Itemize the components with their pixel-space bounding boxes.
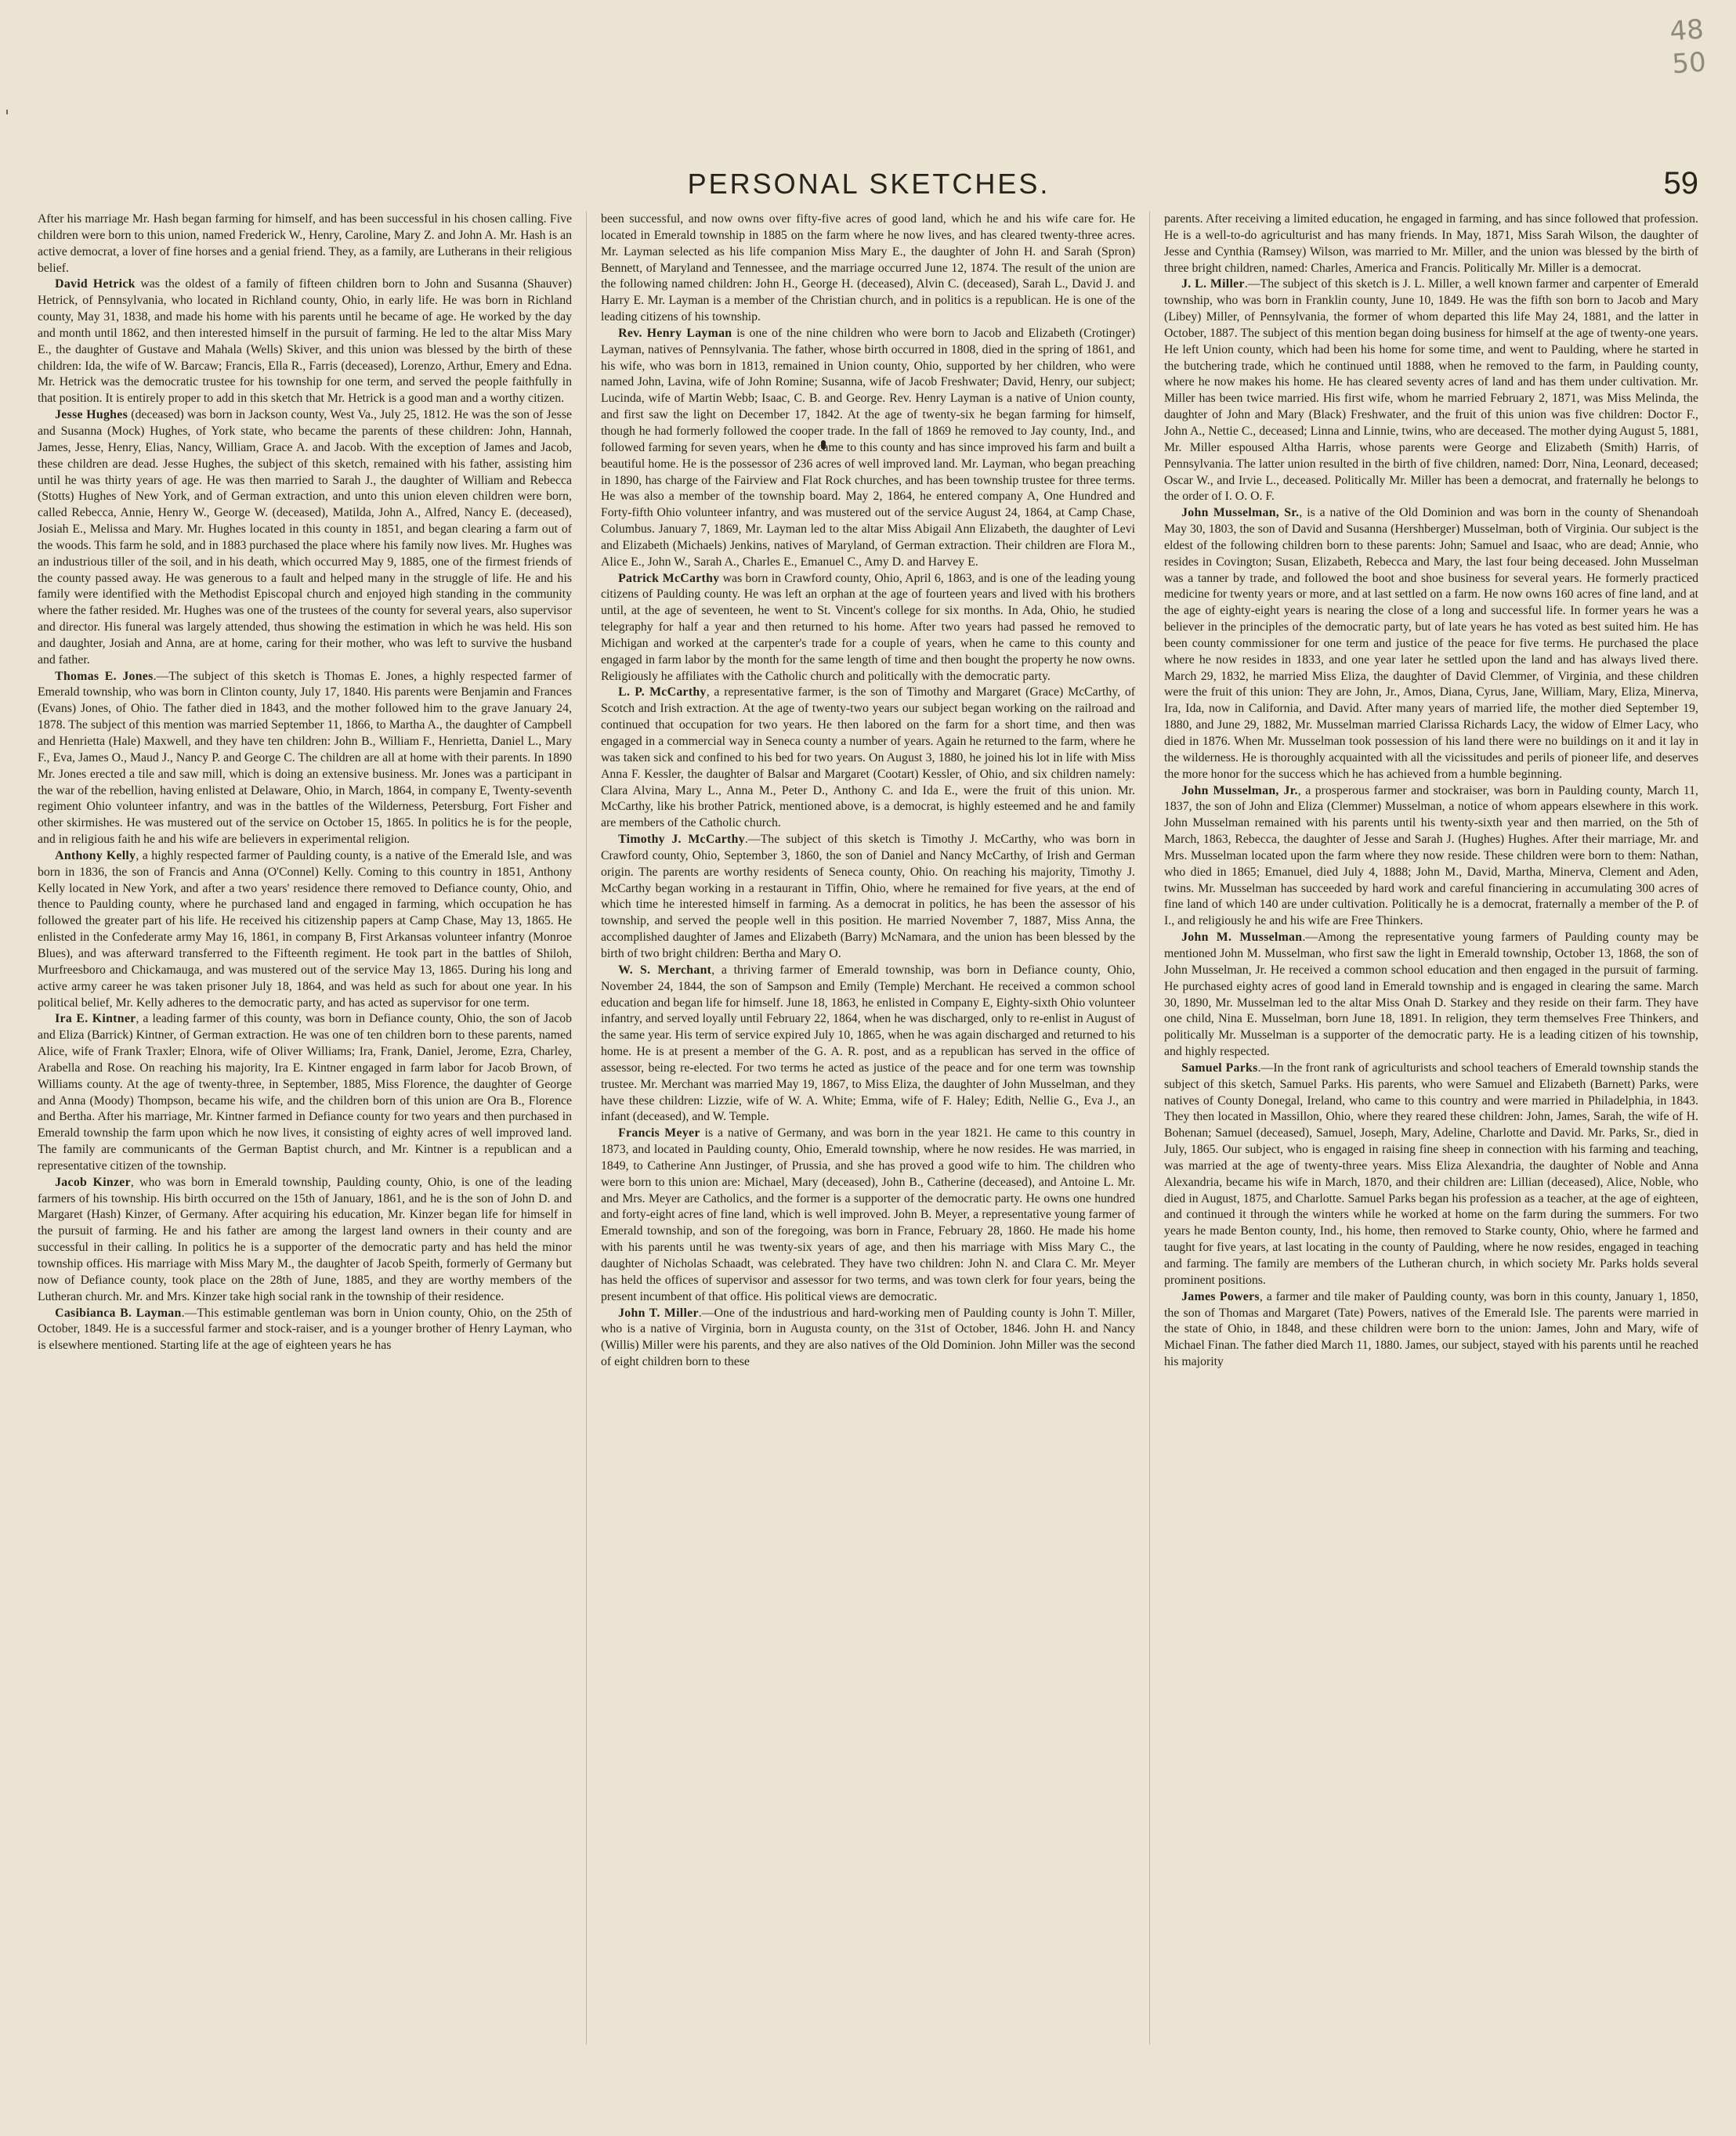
sketch-text: .—This estimable gentleman was born in Union county, Ohio, on the 25th of October, 1849. He is a successful farmer and stock-raiser, and is a younger brother of Henry Layman, who is elsewhere mentioned. Starting life at the age of eighteen years he has [38, 1306, 572, 1353]
sketch-subject-name: Samuel Parks [1181, 1061, 1258, 1075]
sketch-text: (deceased) was born in Jackson county, West Va., July 25, 1812. He was the son of Jesse and Susanna (Mock) Hughes, of York state, who became the parents of these children: John, Hannah, James, Jesse, Henry, Elias, Nancy, William, Grace A. and Jacob. With the exception of James and Jacob, these children are dead. Jesse Hughes, the subject of this sketch, remained with his father, assisting him until he was thirty years of age. He was then married to Sarah J., the daughter of William and Rebecca (Stotts) Hughes of New York, and of German extraction, and unto this union eleven children were born, called Rebecca, Annie, Henry W., George W. (deceased), Matilda, John A., Alfred, Nancy E. (deceased), Josiah E., Melissa and Mary. Mr. Hughes located in this county in 1851, and began clearing a farm out of the woods. This farm he sold, and in 1883 purchased the place where his family now lives. Mr. Hughes was an industrious tiller of the soil, and in his death, which occurred May 9, 1885, one of the firmest friends of the county passed away. He was generous to a fault and helped many in the struggle of life. He and his family were identified with the Methodist Episcopal church and enjoyed high standing in the community where the father resided. Mr. Hughes was one of the trustees of the county for several years, also supervisor and director. His funeral was largely attended, thus showing the estimation in which he was held. His son and daughter, Josiah and Anna, are at home, caring for their mother, who was left to survive the husband and father. [38, 408, 572, 667]
sketch-text: .—The subject of this sketch is J. L. Miller, a well known farmer and carpenter of Emerald township, who was born in Franklin county, June 10, 1849. He was the fifth son born to Jacob and Mary (Libey) Miller, of Pennsylvania, the former of whom departed this life May 24, 1881, and the latter in October, 1887. The subject of this mention began doing business for himself at the age of twenty-one years. He left Union county, which had been his home for some time, and went to Paulding, where he started in the butchering trade, which he continued until 1888, when he removed to the farm, in Paulding county, where he now makes his home. He has cleared seventy acres of land and has them under cultivation. Mr. Miller has been twice married. His first wife, whom he married February 2, 1871, was Miss Melinda, the daughter of John and Mary (Black) Freshwater, and the fruit of this union was five children: Doctor F., John A., Nettie C., deceased; Linna and Linnie, twins, who are deceased. The mother dying August 5, 1881, Mr. Miller espoused Altha Harris, whose parents were George and Elizabeth (Smith) Harris, of Pennsylvania. The latter union resulted in the birth of five children, named: Dorr, Nina, Leonard, deceased; Oscar W., and Irvie L., deceased. Politically Mr. Miller has been a democrat, and fraternally he belongs to the order of I. O. O. F. [1164, 277, 1698, 504]
sketch-subject-name: Patrick McCarthy [618, 571, 720, 585]
sketch-paragraph [38, 848, 572, 1011]
sketch-text: , a highly respected farmer of Paulding county, is a native of the Emerald Isle, and was born in 1836, the son of Francis and Anna (O'Connel) Kelly. Coming to this country in 1851, Anthony Kelly located in New York, and after a two years' residence there removed to Defiance county, Ohio, and thence to Paulding county, where he purchased land and engaged in farming, which occupation he has followed the greater part of his life. He received his citizenship papers at Camp Chase, May 13, 1865. He enlisted in the Confederate army May 16, 1861, in company B, First Arkansas volunteer infantry (Monroe Blues), and was afterward transferred to the Fifteenth regiment. He took part in the battles of Shiloh, Murfreesboro and Chickamauga, and was mustered out of the service May 13, 1865. During his long and active army career he was taken prisoner July 18, 1864, and was held as such for about one year. In his political belief, Mr. Kelly adheres to the democratic party, and has acted as supervisor for one term. [38, 848, 572, 1010]
text-columns [38, 211, 1698, 2060]
sketch-text: been successful, and now owns over fifty-five acres of good land, which he and his wife care for. He located in Emerald township in 1885 on the farm where he now lives, and has cleared twenty-three acres. Mr. Layman selected as his life companion Miss Mary E., the daughter of John H. and Sarah (Spron) Bennett, of Maryland and Tennessee, and the marriage occurred June 12, 1874. The result of the union are the following named children: John H., George H. (deceased), Alvin C. (deceased), Sarah L., David J. and Harry E. Mr. Layman is a member of the Christian church, and in politics is a republican. He is one of the leading citizens of his township. [601, 212, 1135, 324]
sketch-subject-name: Jacob Kinzer [55, 1175, 131, 1189]
sketch-subject-name: J. L. Miller [1181, 277, 1245, 291]
sketch-paragraph [38, 211, 572, 276]
sketch-paragraph [601, 1306, 1135, 1371]
sketch-text: .—The subject of this sketch is Timothy J. McCarthy, who was born in Crawford county, Ohio, September 3, 1860, the son of Daniel and Nancy McCarthy, of Irish and German origin. The parents are worthy residents of Seneca county, Ohio. On reaching his majority, Timothy J. McCarthy began working in a restaurant in Tiffin, Ohio, where he remained for five years, at the end of which time he interested himself in farming. As a democrat in politics, he has been the assessor of his township, and served the people well in this position. He married November 7, 1887, Miss Anna, the accomplished daughter of James and Elizabeth (Barry) McNamara, and the union has been blessed by the birth of two bright children: Bertha and Mary O. [601, 833, 1135, 960]
column-divider [1149, 211, 1150, 2044]
sketch-paragraph [38, 407, 572, 669]
margin-mark [6, 110, 8, 114]
sketch-paragraph [1164, 783, 1698, 931]
page-number: 59 [1663, 166, 1698, 201]
sketch-paragraph [1164, 505, 1698, 782]
sketch-text: , who was born in Emerald township, Paulding county, Ohio, is one of the leading farmers of his township. His birth occurred on the 15th of January, 1861, and he is the son of John D. and Margaret (Hash) Kinzer, of Germany. After acquiring his education, Mr. Kinzer began life for himself in the pursuit of farming. He and his father are among the largest land owners in their county and are successful in their calling. In politics he is a supporter of the democratic party and has held the minor township offices. His marriage with Miss Mary M., the daughter of Jacob Speith, formerly of Germany but now of Defiance county, took place on the 28th of June, 1885, and they are worthy members of the Lutheran church. Mr. and Mrs. Kinzer take high social rank in the township of their residence. [38, 1175, 572, 1303]
sketch-text: .—One of the industrious and hard-working men of Paulding county is John T. Miller, who is a native of Virginia, born in Augusta county, on the 31st of October, 1846. John H. and Nancy (Willis) Miller were his parents, and they are also natives of the Old Dominion. John Miller was the second of eight children born to these [601, 1306, 1135, 1369]
sketch-paragraph [601, 832, 1135, 963]
sketch-text: .—The subject of this sketch is Thomas E. Jones, a highly respected farmer of Emerald township, who was born in Clinton county, July 17, 1840. His parents were Benjamin and Frances (Evans) Jones, of Ohio. The father died in 1843, and the mother followed him to the grave January 24, 1878. The subject of this mention was married September 11, 1866, to Martha A., the daughter of Campbell and Henrietta (Hale) Maxwell, and they have ten children: John B., William F., Henrietta, Daniel L., Mary F., Eva, James O., Maud J., Nancy P. and George C. The children are all at home with their parents. In 1890 Mr. Jones erected a tile and saw mill, which is doing an extensive business. Mr. Jones was a participant in the war of the rebellion, having enlisted at Delaware, Ohio, in March, 1864, in company E, Twenty-seventh regiment Ohio volunteer infantry, and was in the battles of the Wilderness, Petersburg, Fort Fisher and other skirmishes. He was mustered out of the service on October 15, 1865. In politics he is for the people, and in religious faith he and his wife are believers in experimental religion. [38, 669, 572, 847]
sketch-text: is one of the nine children who were born to Jacob and Elizabeth (Crotinger) Layman, natives of Pennsylvania. The father, whose birth occurred in 1808, died in the spring of 1861, and his wife, who was born in 1813, remained in Union county, Ohio, supported by her children, who were named John, Lavina, wife of John Romine; Susanna, wife of Jacob Freshwater; David, Henry, our subject; Lucinda, wife of Martin Webb; Isaac, C. B. and George. Rev. Henry Layman is a native of Union county, and first saw the light on December 17, 1842. At the age of twenty-six he began farming for himself, though he had formerly followed the cooper trade. In the fall of 1869 he removed to Jay county, Ind., and followed farming for seven years, when he came to this county and has since improved his farm and built a beautiful home. He is the possessor of 236 acres of well improved land. Mr. Layman, who began preaching in 1890, has charge of the Fairview and Flat Rock churches, and has been township trustee for three terms. He was also a member of the township board. May 2, 1864, he entered company A, One Hundred and Forty-fifth Ohio volunteer infantry, and was mustered out of the service August 24, 1864, at Camp Chase, Columbus. January 7, 1869, Mr. Layman led to the altar Miss Abigail Ann Elizabeth, the daughter of Levi and Elizabeth (Michaels) Jenkins, natives of Maryland, of German extraction. Their children are Flora M., Alice E., John W., Sarah A., Charles E., Emanuel C., Amy D. and Harvey E. [601, 326, 1135, 569]
sketch-text: , a representative farmer, is the son of Timothy and Margaret (Grace) McCarthy, of Scotch and Irish extraction. At the age of twenty-two years our subject began working on the railroad and continued that occupation for two years. He then labored on the farm for a short time, and then was engaged in a commercial way in Seneca county a number of years. Again he returned to the farm, where he was taken sick and confined to his bed for two years. On August 3, 1880, he joined his lot in life with Miss Anna F. Kessler, the daughter of Balsar and Margaret (Cootart) Kessler, of Ohio, and six children namely: Clara Alvina, Mary L., Anna M., Peter D., Anthony C. and Ida E., were the fruit of this union. Mr. McCarthy, like his brother Patrick, mentioned above, is a democrat, is highly esteemed and he and family are members of the Catholic church. [601, 685, 1135, 830]
pencil-annotation [1669, 13, 1707, 81]
sketch-subject-name: L. P. McCarthy [618, 685, 707, 699]
sketch-paragraph [601, 685, 1135, 832]
sketch-text: , is a native of the Old Dominion and was born in the county of Shenandoah May 30, 1803, the son of David and Susanna (Hershberger) Musselman, both of Virginia. Our subject is the eldest of the following children born to these parents: John; Samuel and Isaac, who are dead; Annie, who resides in Covington; Susan, Elizabeth, Rebecca and Mary, the last four being deceased. John Musselman was a tanner by trade, and followed the boot and shoe business for several years. He formerly practiced medicine for twenty years or more, and at last settled on a farm. He now owns 160 acres of fine land, and at the age of eighty-eight years is nearing the close of a long and successful life. In former years he was a believer in the principles of the democratic party, but of late years he has voted as best suited him. He has been county commissioner for one term and justice of the peace for five terms. He purchased the place where he now resides in 1833, and one year later he settled upon the land and has always lived there. March 29, 1832, he married Miss Eliza, the daughter of David Clemmer, of Virginia, and these children were the fruit of this union: They are John, Jr., Amos, Diana, Cyrus, Jane, William, Mary, Eliza, Minerva, Ira, Ida, now in California, and David. After many years of married life, the mother died September 19, 1880, and June 29, 1882, Mr. Musselman married Clarissa Richards Lacy, the widow of Elmer Lacy, who died in 1876. When Mr. Musselman took possession of his land there were no buildings on it and it lay in the wilderness. He is thoroughly acquainted with all the vicissitudes and perils of pioneer life, and deserves the more honor for the success which he has achieved from a humble beginning. [1164, 506, 1698, 781]
sketch-paragraph [1164, 211, 1698, 276]
pencil-note-top: 48 [1668, 13, 1705, 48]
sketch-paragraph [1164, 276, 1698, 505]
sketch-paragraph [38, 669, 572, 848]
sketch-subject-name: John T. Miller [618, 1306, 699, 1320]
column-left [38, 211, 572, 2060]
sketch-subject-name: Thomas E. Jones [55, 669, 154, 683]
column-right [1164, 211, 1698, 2060]
sketch-paragraph [38, 1306, 572, 1355]
sketch-paragraph [601, 326, 1135, 571]
sketch-paragraph [1164, 930, 1698, 1061]
sketch-paragraph [601, 1126, 1135, 1305]
page-title: PERSONAL SKETCHES. [687, 168, 1051, 200]
sketch-subject-name: Jesse Hughes [55, 408, 128, 422]
sketch-paragraph [38, 276, 572, 407]
sketch-subject-name: John Musselman, Jr. [1181, 783, 1298, 797]
sketch-text: .—In the front rank of agriculturists and school teachers of Emerald township stands the subject of this sketch, Samuel Parks. His parents, who were Samuel and Elizabeth (Barnett) Parks, were natives of County Donegal, Ireland, who came to this country and were married in Philadelphia, in 1843. They then located in Massillon, Ohio, where they reared these children: John, James, Sarah, the wife of H. Bohenan; Samuel (deceased), Samuel, Joseph, Mary, Adeline, Charlotte and David. Mr. Parks, Sr., died in July, 1865. Our subject, who is engaged in raising fine sheep in connection with his farming and teaching, was married at the age of twenty-three years. Miss Eliza Alexandria, the daughter of Noble and Anna Alexandria, became his wife in March, 1870, and their children are: Lillian (deceased), Alice, Noble, who died in August, 1875, and Charlotte. Samuel Parks began his profession as a teacher, at the age of eighteen, and continued it through the winters while he worked at home on the farm during the summers. For two years he made Benton county, Ind., his home, then removed to Starke county, Ohio, where he farmed and taught for five years, at last locating in the county of Paulding, where he now resides, engaged in teaching and farming. The family are members of the Lutheran church, in which society Mr. Parks holds several prominent positions. [1164, 1061, 1698, 1287]
page-header [39, 163, 1698, 211]
sketch-subject-name: David Hetrick [55, 277, 136, 291]
sketch-paragraph [601, 211, 1135, 326]
pencil-note-bottom: 50 [1670, 46, 1707, 81]
sketch-subject-name: W. S. Merchant [618, 963, 712, 977]
column-divider [586, 211, 587, 2044]
sketch-subject-name: Casibianca B. Layman [55, 1306, 182, 1320]
sketch-paragraph [1164, 1061, 1698, 1289]
column-middle [601, 211, 1135, 2060]
sketch-paragraph [1164, 1289, 1698, 1371]
sketch-paragraph [601, 963, 1135, 1126]
sketch-text: , a thriving farmer of Emerald township, was born in Defiance county, Ohio, November 24, 1844, the son of Sampson and Emily (Temple) Merchant. He received a common school education and began life for himself. June 18, 1863, he enlisted in Company E, Eighty-sixth Ohio volunteer infantry, and served loyally until February 22, 1864, when he was discharged, only to re-enlist in August of the same year. His term of service expired July 10, 1865, when he was again discharged and returned to his home. He is at present a member of the G. A. R. post, and as a republican has served in the office of assessor, being re-elected. For two terms he acted as justice of the peace and for one term was township trustee. Mr. Merchant was married May 19, 1867, to Miss Eliza, the daughter of John Musselman, and they have these children: Lizzie, wife of W. A. White; Emma, wife of F. Haley; Edith, Nellie G., Eva J., an infant (deceased), and W. Temple. [601, 963, 1135, 1124]
sketch-text: , a farmer and tile maker of Paulding county, was born in this county, January 1, 1850, the son of Thomas and Margaret (Tate) Powers, natives of the Emerald Isle. The parents were married in the state of Ohio, in 1848, and these children were born to the union: James, John and Mary, wife of Michael Finan. The father died March 11, 1880. James, our subject, stayed with his parents until he reached his majority [1164, 1289, 1698, 1369]
sketch-text: parents. After receiving a limited education, he engaged in farming, and has since followed that profession. He is a well-to-do agriculturist and has many friends. In May, 1871, Miss Sarah Wilson, the daughter of Jesse and Cynthia (Ramsey) Wilson, was married to Mr. Miller, and the union was blessed by the birth of three bright children, named: Charles, America and Francis. Politically Mr. Miller is a democrat. [1164, 212, 1698, 275]
sketch-subject-name: Francis Meyer [618, 1126, 700, 1140]
sketch-subject-name: Anthony Kelly [55, 848, 136, 862]
sketch-subject-name: Ira E. Kintner [55, 1012, 136, 1026]
sketch-subject-name: Timothy J. McCarthy [618, 833, 745, 847]
sketch-subject-name: James Powers [1181, 1289, 1260, 1303]
sketch-subject-name: John Musselman, Sr. [1181, 506, 1300, 520]
sketch-subject-name: John M. Musselman [1181, 931, 1303, 945]
sketch-text: was born in Crawford county, Ohio, April 6, 1863, and is one of the leading young citizens of Paulding county. He was left an orphan at the age of fourteen years and lived with his brothers until, at the age of seventeen, he went to St. Vincent's college for six months. In Ada, Ohio, he studied telegraphy for half a year and then returned to his home. After two years had passed he removed to Michigan and worked at the carpenter's trade for a couple of years, when he came to this county and engaged in farm labor by the month for the same length of time and then bought the property he now owns. Religiously he affiliates with the Catholic church and politically with the democratic party. [601, 571, 1135, 683]
sketch-paragraph [601, 571, 1135, 685]
sketch-paragraph [38, 1011, 572, 1174]
sketch-text: , a prosperous farmer and stockraiser, was born in Paulding county, March 11, 1837, the son of John and Eliza (Clemmer) Musselman, a notice of whom appears elsewhere in this work. John Musselman remained with his parents until his twenty-sixth year and then married, on the 5th of March, 1863, Rebecca, the daughter of Jesse and Sarah J. (Hughes) Hughes. After their marriage, Mr. and Mrs. Musselman located upon the farm where they now reside. These children were born to them: Nathan, who died in 1865; Emanuel, died July 4, 1888; John M., David, Martha, Minerva, Clement and Aden, twins. Mr. Musselman has succeeded by hard work and careful financiering in accumulating 300 acres of fine land of which 140 are under cultivation. Politically he is a democrat, fraternally a member of the P. of I., and religiously he and his wife are Free Thinkers. [1164, 783, 1698, 928]
sketch-text: is a native of Germany, and was born in the year 1821. He came to this country in 1873, and located in Paulding county, Ohio, Emerald township, where he now resides. He was married, in 1849, to Catherine Ann Justinger, of Prussia, and she has proved a good wife to him. The children who were born to this union are: Michael, Mary (deceased), John B., Catherine (deceased), and Antoine L. Mr. and Mrs. Meyer are Catholics, and the former is a supporter of the democratic party. He owns one hundred and forty-eight acres of fine land, which is well improved. John B. Meyer, a representative young farmer of Emerald township, and son of the foregoing, was born in France, February 28, 1860. He made his home with his parents until he was twenty-six years of age, and then his marriage with Miss Mary C., the daughter of Nicholas Schaadt, was celebrated. They have two children: John N. and Clara C. Mr. Meyer has held the offices of supervisor and assessor for two terms, and was town clerk for four years, being the present incumbent of that office. His political views are democratic. [601, 1126, 1135, 1303]
sketch-text: After his marriage Mr. Hash began farming for himself, and has been successful in his chosen calling. Five children were born to this union, named Frederick W., Henry, Caroline, Mary Z. and John A. Mr. Hash is an active democrat, a lover of fine horses and a genial friend. They, as a family, are Lutherans in their religious belief. [38, 212, 572, 275]
sketch-text: .—Among the representative young farmers of Paulding county may be mentioned John M. Musselman, who first saw the light in Emerald township, October 13, 1868, the son of John Musselman, Jr. He received a common school education and then engaged in the pursuit of farming. He purchased eighty acres of good land in Emerald township and is engaged in clearing the same. March 30, 1890, Mr. Musselman led to the altar Miss Onah D. Starkey and they reside on their farm. They have one child, Nina E. Musselman, born June 18, 1891. In religion, they term themselves Free Thinkers, and politically Mr. Musselman is a supporter of the democratic party. He is a leading citizen of his township, and highly respected. [1164, 931, 1698, 1059]
sketch-paragraph [38, 1175, 572, 1306]
sketch-text: was the oldest of a family of fifteen children born to John and Susanna (Shauver) Hetrick, of Pennsylvania, who located in Richland county, Ohio, in early life. He was born in Richland county, May 31, 1838, and made his home with his parents until he became of age. He worked by the day and month until 1862, and then interested himself in the pursuit of farming. He led to the altar Miss Mary E., the daughter of Gustave and Mahala (Wells) Skiver, and this union was blessed by the birth of these children: Ida, the wife of W. Barcaw; Francis, Ella R., Farris (deceased), Lorenzo, Arthur, Emery and Edna. Mr. Hetrick was the democratic trustee for his township for one term, and served the people faithfully in that position. It is entirely proper to add in this sketch that Mr. Hetrick is a good man and a worthy citizen. [38, 277, 572, 406]
sketch-text: , a leading farmer of this county, was born in Defiance county, Ohio, the son of Jacob and Eliza (Barrick) Kintner, of German extraction. He was one of ten children born to these parents, named Alice, wife of Frank Traxler; Elnora, wife of Oliver Williams; Ira, Frank, Daniel, Jerome, Ezra, Charley, Arabella and Rose. On reaching his majority, Ira E. Kintner engaged in farm labor for Jacob Brown, of Williams county. At the age of twenty-three, in September, 1885, Miss Florence, the daughter of George and Anna (Moody) Thompson, became his wife, and the children born of this union are Ora B., Florence and Bertha. After his marriage, Mr. Kintner farmed in Defiance county for two years and then purchased in Emerald township the farm upon which he now lives, it consisting of eighty acres of well improved land. The family are communicants of the German Baptist church, and Mr. Kintner is a republican and a representative citizen of the township. [38, 1012, 572, 1173]
sketch-subject-name: Rev. Henry Layman [618, 326, 732, 340]
